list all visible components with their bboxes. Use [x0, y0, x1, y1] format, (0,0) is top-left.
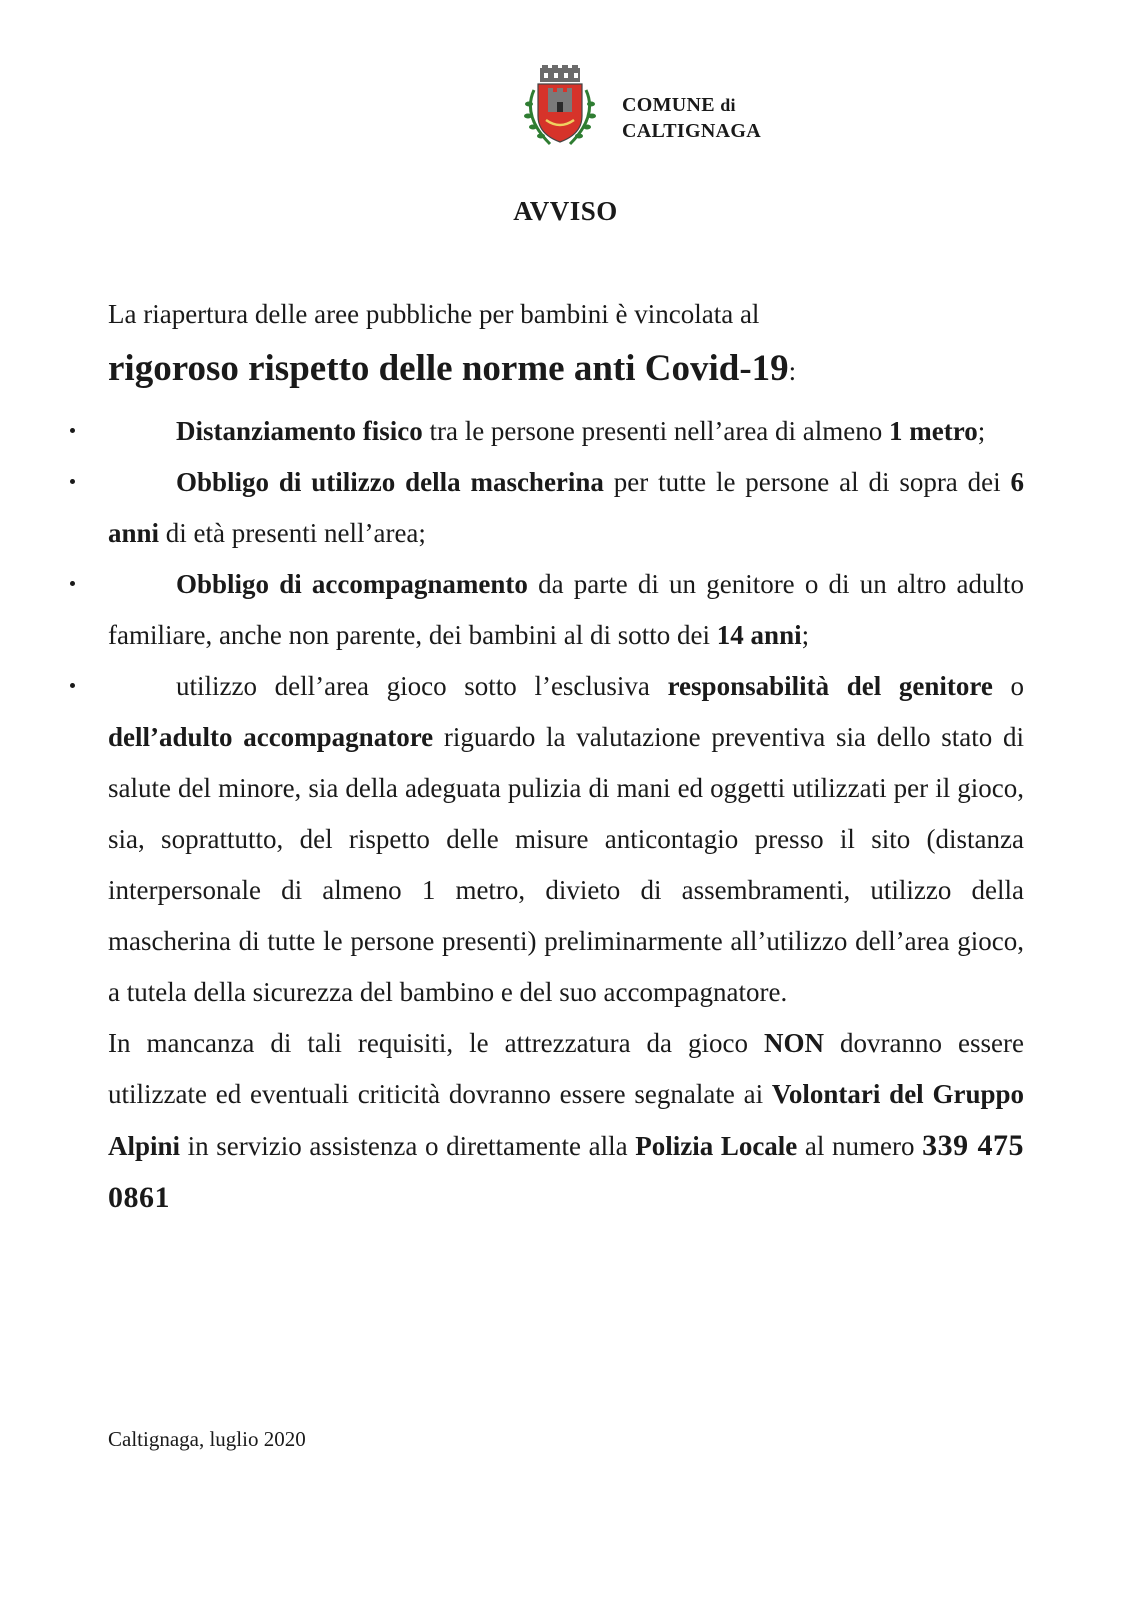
notice-body [108, 406, 1024, 1224]
notice-title: AVVISO [513, 196, 618, 226]
bullet-icon [70, 581, 75, 586]
municipality-header [520, 64, 820, 148]
rule-strong-2: 1 metro [889, 416, 978, 446]
intro-strong-text: rigoroso rispetto delle norme anti Covid-19 [108, 348, 789, 389]
closing-polizia: Polizia Locale [635, 1131, 798, 1161]
rule-item [108, 559, 1024, 661]
comune-label: COMUNE [622, 94, 715, 116]
rule-strong: Obbligo di accompagnamento [176, 569, 528, 599]
intro-line: La riapertura delle aree pubbliche per bambini è vincolata al [108, 299, 760, 329]
bullet-icon [70, 428, 75, 433]
closing-text-3: in servizio assistenza o direttamente alla [180, 1131, 636, 1161]
intro-colon: : [788, 356, 797, 386]
comune-di: di [720, 95, 736, 115]
rule-item [108, 457, 1024, 559]
rule-text-0: utilizzo dell’area gioco sotto l’esclusiva [176, 671, 668, 701]
rule-item [108, 406, 1024, 457]
comune-city: CALTIGNAGA [622, 120, 761, 142]
rule-strong: Distanziamento fisico [176, 416, 423, 446]
intro-strong-line [108, 344, 1028, 396]
closing-text-2: dovranno essere utilizzate ed eventuali criticità dovranno essere segnalate ai [108, 1028, 1024, 1109]
rule-strong-2: 6 anni [108, 467, 1024, 548]
rule-text: o [992, 671, 1024, 701]
rule-text-2: ; [977, 416, 986, 446]
rule-strong-2: dell’adulto accompagnatore [108, 722, 434, 752]
date-line: Caltignaga, luglio 2020 [108, 1427, 306, 1451]
rule-text-2: di età presenti nell’area; [159, 518, 426, 548]
rule-text-2: riguardo la valutazione preventiva sia dello stato di salute del minore, sia della adeguata pulizia di mani ed oggetti utilizzati per il gioco, sia, soprattutto, del rispetto delle misure anticontagio presso il sito (distanza interpersonale di almeno 1 metro, divieto di assembramenti, utilizzo della mascherina di tutte le persone presenti) preliminarmente all’utilizzo dell’area gioco, a tutela della sicurezza del bambino e del suo accompagnatore. [108, 722, 1024, 1007]
rule-strong-2: 14 anni [716, 620, 802, 650]
rule-text: per tutte le persone al di sopra dei [603, 467, 1011, 497]
coat-of-arms-icon [520, 64, 600, 148]
closing-non: NON [764, 1028, 825, 1058]
closing-text-4: al numero [797, 1131, 923, 1161]
rule-strong: Obbligo di utilizzo della mascherina [176, 467, 604, 497]
bullet-icon [70, 479, 75, 484]
rule-text: da parte di un genitore o di un altro adulto familiare, anche non parente, dei bambini al di sotto dei [108, 569, 1025, 650]
rule-strong: responsabilità del genitore [667, 671, 993, 701]
bullet-icon [70, 683, 75, 688]
closing-text-1: In mancanza di tali requisiti, le attrezzatura da gioco [108, 1028, 765, 1058]
closing-paragraph [108, 1018, 1024, 1224]
municipality-name [622, 92, 761, 144]
rule-text-2: ; [801, 620, 810, 650]
phone-number: 339 475 0861 [108, 1129, 1024, 1214]
closing-volontari: Volontari del Gruppo Alpini [108, 1079, 1024, 1161]
rule-text: tra le persone presenti nell’area di almeno [422, 416, 890, 446]
rule-item [108, 661, 1024, 1018]
